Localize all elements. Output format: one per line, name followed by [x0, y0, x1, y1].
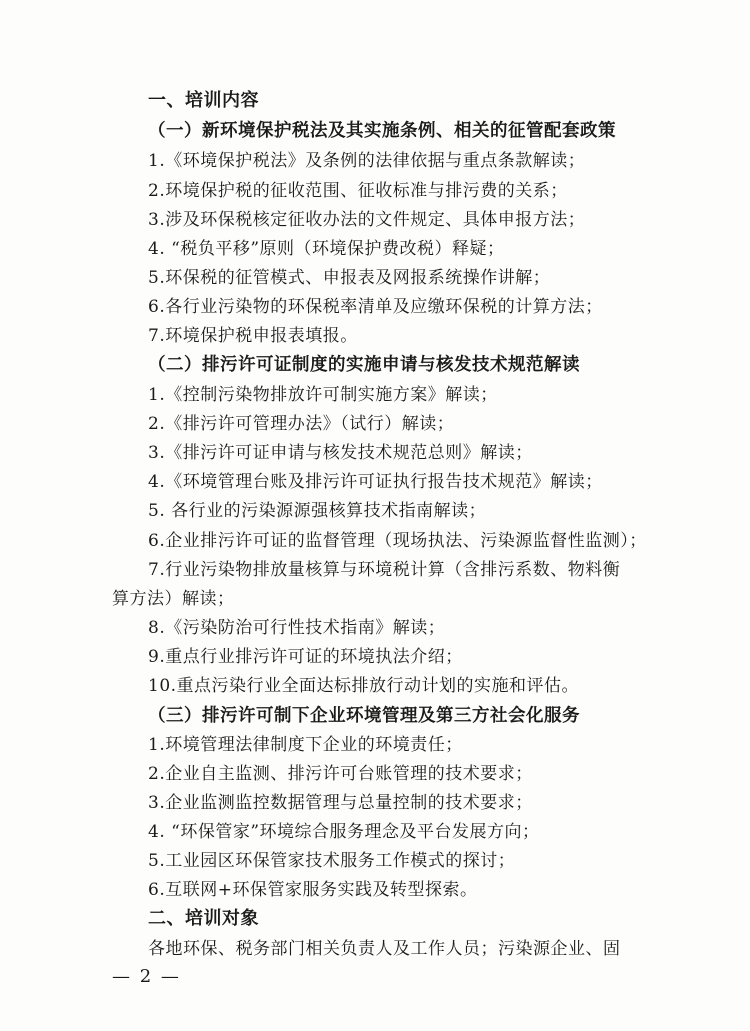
sub2-item: 6.企业排污许可证的监督管理（现场执法、污染源监督性监测）；	[148, 531, 647, 551]
sub1-item: 1.《环境保护税法》及条例的法律依据与重点条款解读；	[148, 151, 586, 171]
section2-text: 各地环保、税务部门相关负责人及工作人员；污染源企业、固	[148, 939, 621, 959]
sub3-item: 5.工业园区环保管家技术服务工作模式的探讨；	[148, 851, 516, 871]
sub3-item: 2.企业自主监测、排污许可台账管理的技术要求；	[148, 764, 533, 784]
sub2-item-continuation: 算方法）解读；	[112, 589, 235, 609]
sub2-title: （二）排污许可证制度的实施申请与核发技术规范解读	[148, 355, 580, 375]
sub3-item: 4. “环保管家”环境综合服务理念及平台发展方向；	[148, 822, 540, 842]
section2-heading: 二、培训对象	[148, 908, 259, 929]
sub2-item: 2.《排污许可管理办法》（试行）解读；	[148, 414, 455, 434]
sub1-item: 4. “税负平移”原则（环境保护费改税）释疑；	[148, 239, 505, 259]
sub1-item: 7.环境保护税申报表填报。	[148, 326, 358, 346]
sub3-item: 3.企业监测监控数据管理与总量控制的技术要求；	[148, 793, 533, 813]
sub3-title: （三）排污许可制下企业环境管理及第三方社会化服务	[148, 706, 580, 726]
sub1-item: 2.环境保护税的征收范围、征收标准与排污费的关系；	[148, 181, 568, 201]
sub2-item: 5. 各行业的污染源源强核算技术指南解读；	[148, 501, 487, 521]
sub1-title: （一）新环境保护税法及其实施条例、相关的征管配套政策	[148, 121, 616, 141]
sub2-item: 8.《污染防治可行性技术指南》解读；	[148, 618, 446, 638]
page-number: — 2 —	[112, 966, 181, 987]
sub3-item: 1.环境管理法律制度下企业的环境责任；	[148, 735, 463, 755]
sub3-item: 6.互联网+环保管家服务实践及转型探索。	[148, 880, 478, 900]
sub2-item: 9.重点行业排污许可证的环境执法介绍；	[148, 647, 463, 667]
section1-heading: 一、培训内容	[148, 90, 259, 111]
sub2-item: 10.重点污染行业全面达标排放行动计划的实施和评估。	[148, 676, 580, 696]
sub2-item: 7.行业污染物排放量核算与环境税计算（含排污系数、物料衡	[148, 560, 621, 580]
sub1-item: 5.环保税的征管模式、申报表及网报系统操作讲解；	[148, 268, 551, 288]
sub2-item: 4.《环境管理台账及排污许可证执行报告技术规范》解读；	[148, 472, 603, 492]
sub1-item: 3.涉及环保税核定征收办法的文件规定、具体申报方法；	[148, 210, 586, 230]
sub1-item: 6.各行业污染物的环保税率清单及应缴环保税的计算方法；	[148, 297, 603, 317]
sub2-item: 1.《控制污染物排放许可制实施方案》解读；	[148, 385, 498, 405]
sub2-item: 3.《排污许可证申请与核发技术规范总则》解读；	[148, 443, 533, 463]
